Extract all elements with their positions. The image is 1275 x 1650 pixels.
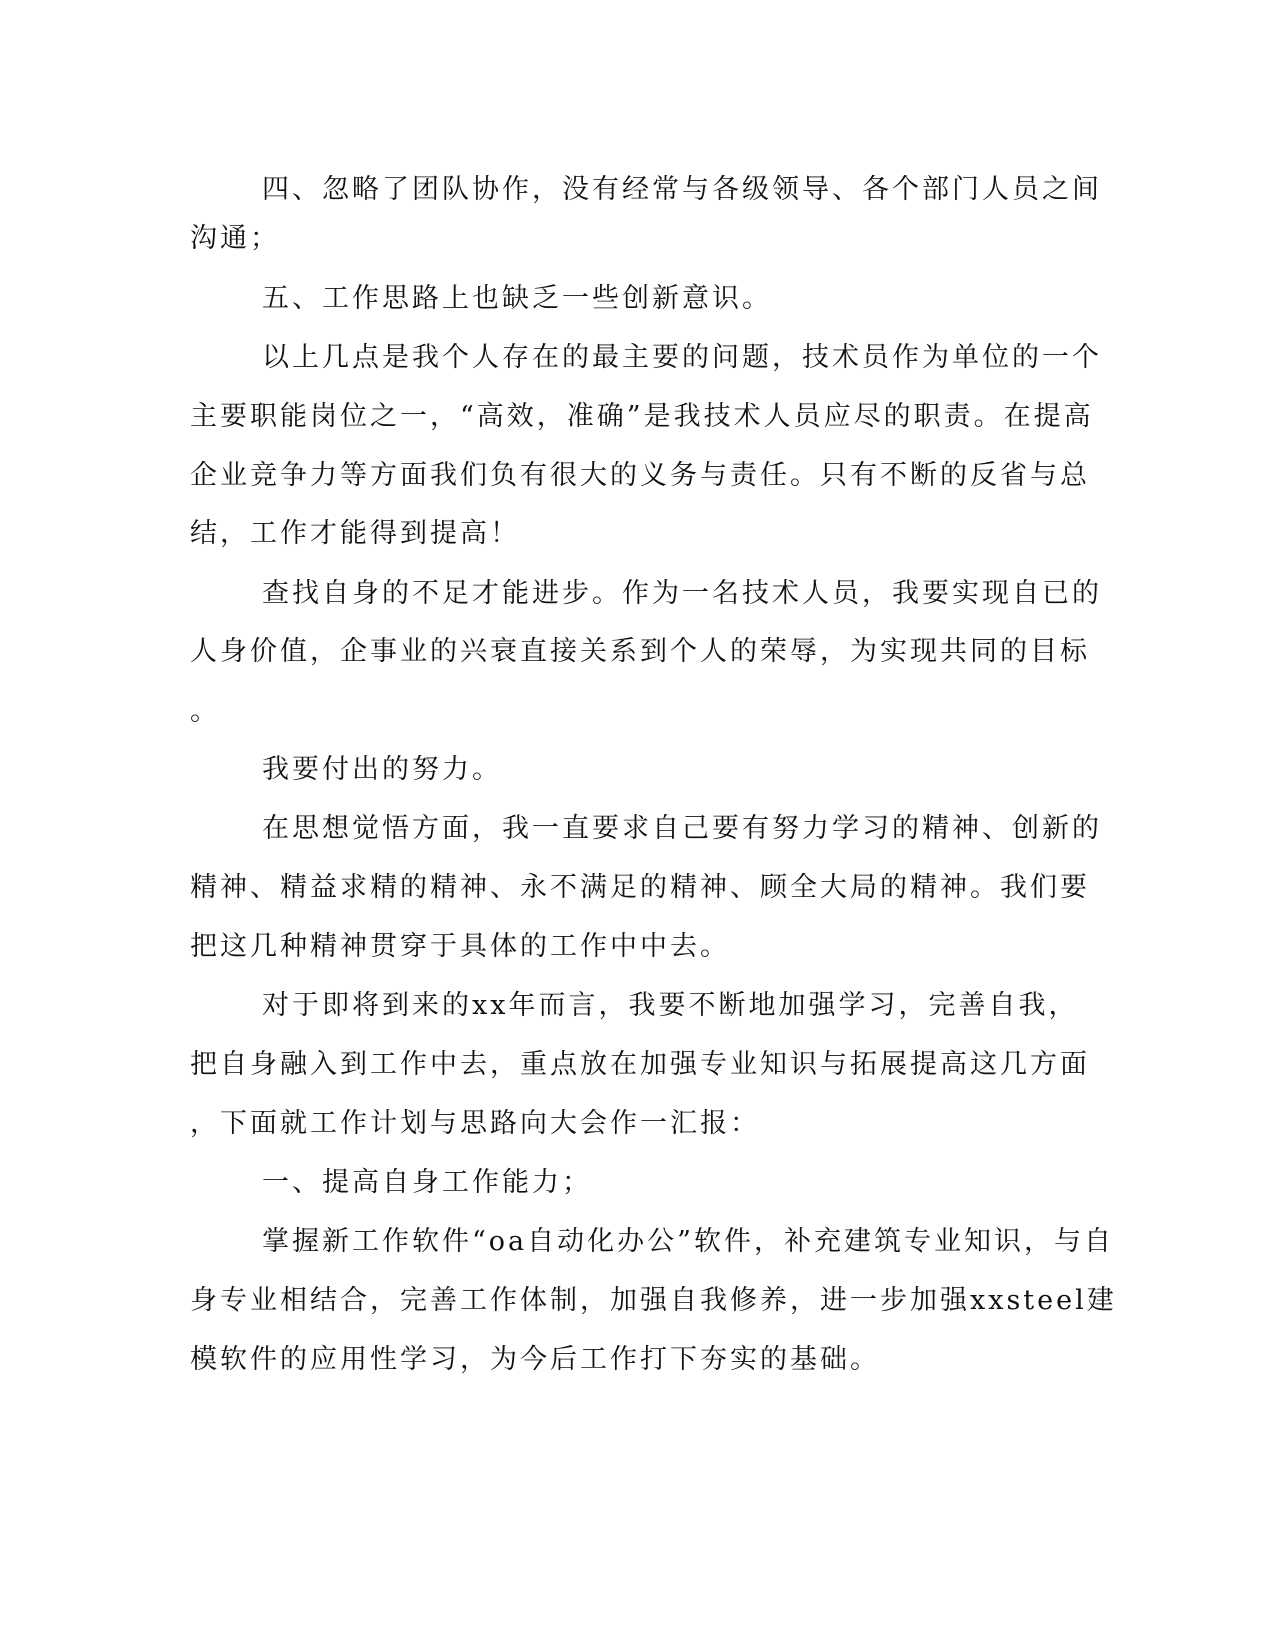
text-line: 五、工作思路上也缺乏一些创新意识。	[262, 283, 772, 314]
text-line: 模软件的应用性学习，为今后工作打下夯实的基础。	[190, 1344, 880, 1375]
text-line: 把这几种精神贯穿于具体的工作中中去。	[190, 931, 730, 962]
text-line: 主要职能岗位之一，“高效，准确”是我技术人员应尽的职责。在提高	[190, 401, 1094, 432]
text-line: 。	[190, 696, 220, 727]
text-line: 对于即将到来的xx年而言，我要不断地加强学习，完善自我，	[262, 990, 1079, 1021]
text-line: ，下面就工作计划与思路向大会作一汇报：	[190, 1108, 760, 1139]
text-line: 人身价值，企事业的兴衰直接关系到个人的荣辱，为实现共同的目标	[190, 636, 1090, 667]
text-line: 身专业相结合，完善工作体制，加强自我修养，进一步加强xxsteel建	[190, 1285, 1117, 1316]
text-line: 沟通；	[190, 223, 280, 254]
text-line: 结，工作才能得到提高！	[190, 518, 520, 549]
text-line: 一、提高自身工作能力；	[262, 1167, 592, 1198]
text-line: 把自身融入到工作中去，重点放在加强专业知识与拓展提高这几方面	[190, 1049, 1090, 1080]
text-line: 在思想觉悟方面，我一直要求自己要有努力学习的精神、创新的	[262, 813, 1102, 844]
text-line: 查找自身的不足才能进步。作为一名技术人员，我要实现自已的	[262, 578, 1102, 609]
text-line: 我要付出的努力。	[262, 754, 502, 785]
text-line: 精神、精益求精的精神、永不满足的精神、顾全大局的精神。我们要	[190, 872, 1090, 903]
text-line: 四、忽略了团队协作，没有经常与各级领导、各个部门人员之间	[262, 174, 1102, 205]
text-line: 掌握新工作软件“oa自动化办公”软件，补充建筑专业知识，与自	[262, 1226, 1114, 1257]
text-line: 以上几点是我个人存在的最主要的问题，技术员作为单位的一个	[262, 342, 1102, 373]
text-line: 企业竞争力等方面我们负有很大的义务与责任。只有不断的反省与总	[190, 460, 1090, 491]
